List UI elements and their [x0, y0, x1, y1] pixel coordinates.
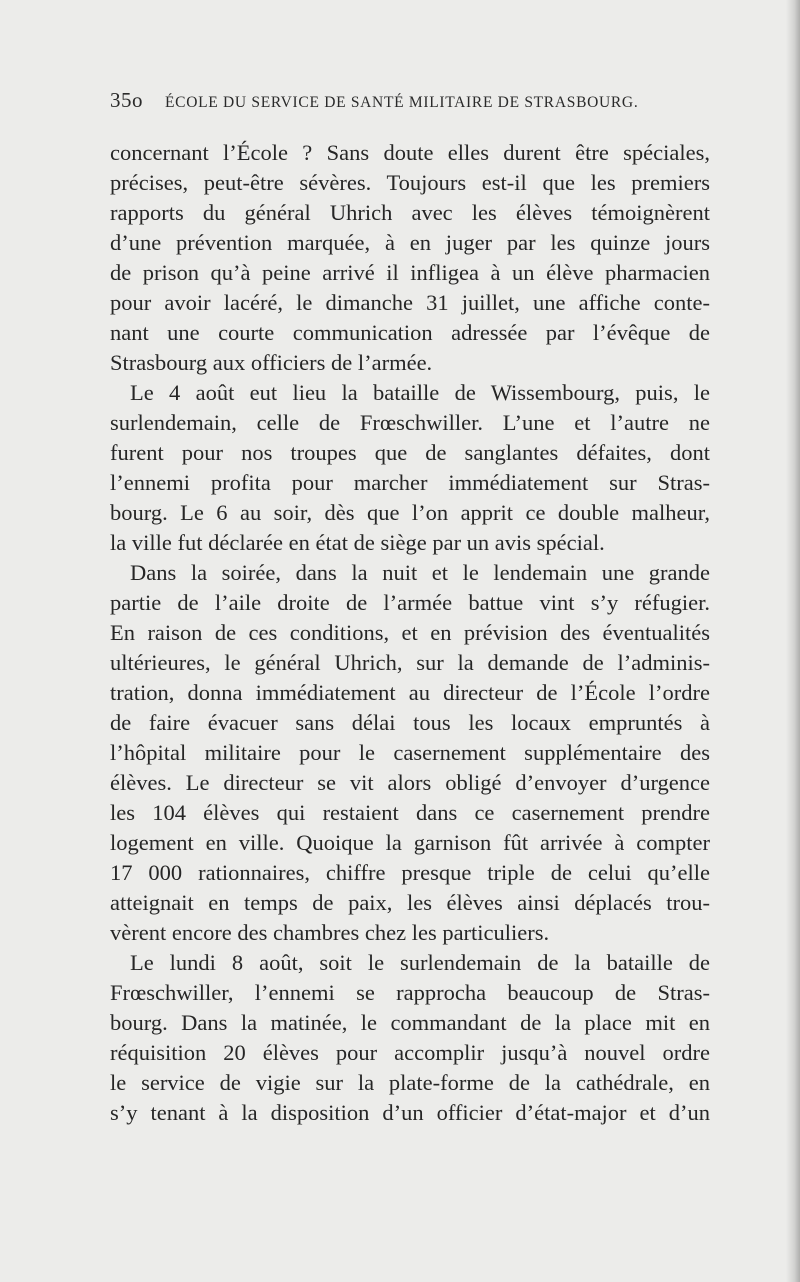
text-line: Strasbourg aux officiers de l’armée.: [110, 350, 433, 375]
text-line: En raison de ces conditions, et en prévision des éventualités: [110, 620, 710, 645]
body-text: [110, 138, 710, 1128]
text-line: surlendemain, celle de Frœschwiller. L’une et l’autre ne: [110, 410, 710, 435]
text-line: logement en ville. Quoique la garnison fût arrivée à compter: [110, 830, 710, 855]
paragraph: [110, 948, 710, 1128]
page-number: 35o: [110, 88, 143, 112]
text-line: Frœschwiller, l’ennemi se rapprocha beaucoup de Stras-: [110, 980, 710, 1005]
text-line: Le 4 août eut lieu la bataille de Wissembourg, puis, le: [130, 380, 710, 405]
text-line: pour avoir lacéré, le dimanche 31 juillet, une affiche conte-: [110, 290, 710, 315]
paragraph: [110, 378, 710, 558]
text-line: réquisition 20 élèves pour accomplir jusqu’à nouvel ordre: [110, 1040, 710, 1065]
text-line: précises, peut-être sévères. Toujours est-il que les premiers: [110, 170, 710, 195]
text-line: atteignait en temps de paix, les élèves ainsi déplacés trou-: [110, 890, 710, 915]
text-line: l’hôpital militaire pour le casernement supplémentaire des: [110, 740, 710, 765]
text-line: l’ennemi profita pour marcher immédiatement sur Stras-: [110, 470, 710, 495]
text-line: les 104 élèves qui restaient dans ce casernement prendre: [110, 800, 710, 825]
text-line: partie de l’aile droite de l’armée battue vint s’y réfugier.: [110, 590, 710, 615]
text-line: 17 000 rationnaires, chiffre presque triple de celui qu’elle: [110, 860, 710, 885]
text-line: nant une courte communication adressée par l’évêque de: [110, 320, 710, 345]
text-line: le service de vigie sur la plate-forme de la cathédrale, en: [110, 1070, 710, 1095]
text-line: rapports du général Uhrich avec les élèves témoignèrent: [110, 200, 710, 225]
text-line: Le lundi 8 août, soit le surlendemain de la bataille de: [130, 950, 710, 975]
text-line: bourg. Le 6 au soir, dès que l’on apprit ce double malheur,: [110, 500, 710, 525]
text-line: tration, donna immédiatement au directeur de l’École l’ordre: [110, 680, 710, 705]
text-line: ultérieures, le général Uhrich, sur la demande de l’adminis-: [110, 650, 710, 675]
text-line: bourg. Dans la matinée, le commandant de la place mit en: [110, 1010, 710, 1035]
text-line: s’y tenant à la disposition d’un officier d’état-major et d’un: [110, 1100, 710, 1125]
text-line: élèves. Le directeur se vit alors obligé d’envoyer d’urgence: [110, 770, 710, 795]
text-line: vèrent encore des chambres chez les particuliers.: [110, 920, 550, 945]
running-title: ÉCOLE DU SERVICE DE SANTÉ MILITAIRE DE STRASBOURG.: [165, 94, 639, 111]
text-line: de faire évacuer sans délai tous les locaux empruntés à: [110, 710, 710, 735]
paragraph: [110, 138, 710, 378]
text-line: furent pour nos troupes que de sanglantes défaites, dont: [110, 440, 710, 465]
text-line: la ville fut déclarée en état de siège par un avis spécial.: [110, 530, 605, 555]
running-head: [110, 88, 710, 113]
paragraph: [110, 558, 710, 948]
text-line: d’une prévention marquée, à en juger par les quinze jours: [110, 230, 710, 255]
page-edge-shadow: [786, 0, 800, 1282]
text-line: Dans la soirée, dans la nuit et le lendemain une grande: [130, 560, 710, 585]
text-line: concernant l’École ? Sans doute elles durent être spéciales,: [110, 140, 710, 165]
text-line: de prison qu’à peine arrivé il infligea à un élève pharmacien: [110, 260, 710, 285]
